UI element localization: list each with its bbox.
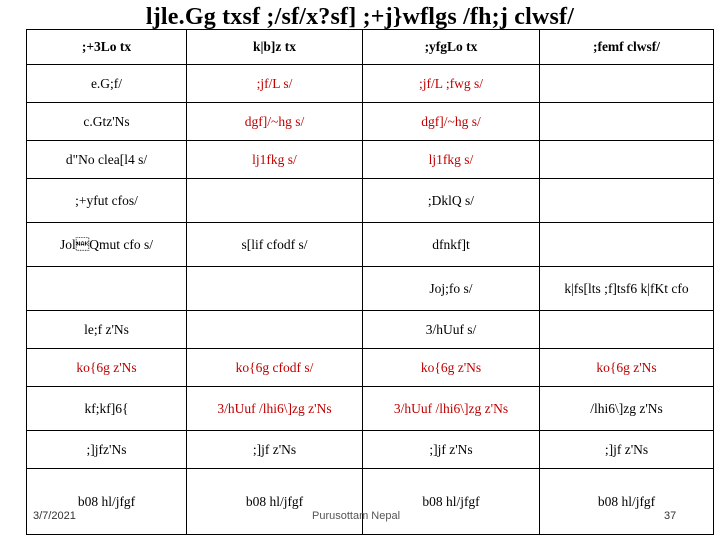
table-cell: lj1fkg s/	[187, 141, 363, 179]
table-cell	[187, 179, 363, 223]
table-cell	[187, 267, 363, 311]
table-cell: ;DklQ s/	[363, 179, 540, 223]
revenue-rights-table	[26, 29, 714, 535]
table-row	[27, 311, 714, 349]
table-header-row	[27, 30, 714, 65]
table-cell: ;]jfz'Ns	[27, 431, 187, 469]
table-row	[27, 65, 714, 103]
table-cell: b08 hl/jfgf	[187, 469, 363, 535]
table-cell	[540, 103, 714, 141]
table-cell	[540, 65, 714, 103]
table-cell: JolQmut cfo s/	[27, 223, 187, 267]
table-cell: lj1fkg s/	[363, 141, 540, 179]
table-cell: ;jf/L ;fwg s/	[363, 65, 540, 103]
table-row	[27, 387, 714, 431]
table-cell: ;]jf z'Ns	[187, 431, 363, 469]
table-cell: b08 hl/jfgf	[540, 469, 714, 535]
header-provincial-level: k|b]z tx	[187, 30, 363, 65]
table-cell: e.G;f/	[27, 65, 187, 103]
table-cell: ;]jf z'Ns	[540, 431, 714, 469]
footer-date: 3/7/2021	[33, 510, 76, 522]
table-cell	[27, 267, 187, 311]
table-row	[27, 431, 714, 469]
table-cell	[540, 179, 714, 223]
table-cell: dgf]/~hg s/	[363, 103, 540, 141]
table-cell: k|fs[lts ;f]tsf6 k|fKt cfo	[540, 267, 714, 311]
table-cell: ;+yfut cfos/	[27, 179, 187, 223]
table-cell: ko{6g z'Ns	[363, 349, 540, 387]
table-row	[27, 223, 714, 267]
table-cell	[540, 223, 714, 267]
table-cell: ko{6g z'Ns	[540, 349, 714, 387]
table-cell: dgf]/~hg s/	[187, 103, 363, 141]
footer-author: Purusottam Nepal	[312, 510, 401, 522]
table-row	[27, 103, 714, 141]
table-cell: ;]jf z'Ns	[363, 431, 540, 469]
header-federal-level: ;+3Lo tx	[27, 30, 187, 65]
table-cell: ko{6g z'Ns	[27, 349, 187, 387]
table-cell: c.Gtz'Ns	[27, 103, 187, 141]
header-shared-rights: ;femf clwsf/	[540, 30, 714, 65]
footer-page-number: 37	[664, 510, 677, 522]
table-cell: kf;kf]6{	[27, 387, 187, 431]
table-cell: b08 hl/jfgf	[27, 469, 187, 535]
slide-title: ljle.Gg txsf ;/sf/x?sf] ;+j}wflgs /fh;j clwsf/	[145, 4, 575, 30]
table-cell: ;jf/L s/	[187, 65, 363, 103]
table-row	[27, 267, 714, 311]
table-cell: dfnkf]t	[363, 223, 540, 267]
table-cell: 3/hUuf s/	[363, 311, 540, 349]
table-cell	[540, 311, 714, 349]
table-cell: /lhi6\]zg z'Ns	[540, 387, 714, 431]
table-cell: le;f z'Ns	[27, 311, 187, 349]
table-cell: b08 hl/jfgf	[363, 469, 540, 535]
table-cell: 3/hUuf /lhi6\]zg z'Ns	[187, 387, 363, 431]
table-cell	[187, 311, 363, 349]
table-row	[27, 141, 714, 179]
table-row	[27, 179, 714, 223]
table-cell: d"No clea[l4 s/	[27, 141, 187, 179]
table-cell: ko{6g cfodf s/	[187, 349, 363, 387]
table-cell	[540, 141, 714, 179]
table-row	[27, 349, 714, 387]
table-cell: s[lif cfodf s/	[187, 223, 363, 267]
header-local-level: ;yfgLo tx	[363, 30, 540, 65]
table-cell: 3/hUuf /lhi6\]zg z'Ns	[363, 387, 540, 431]
table-cell: Joj;fo s/	[363, 267, 540, 311]
table-row	[27, 469, 714, 535]
